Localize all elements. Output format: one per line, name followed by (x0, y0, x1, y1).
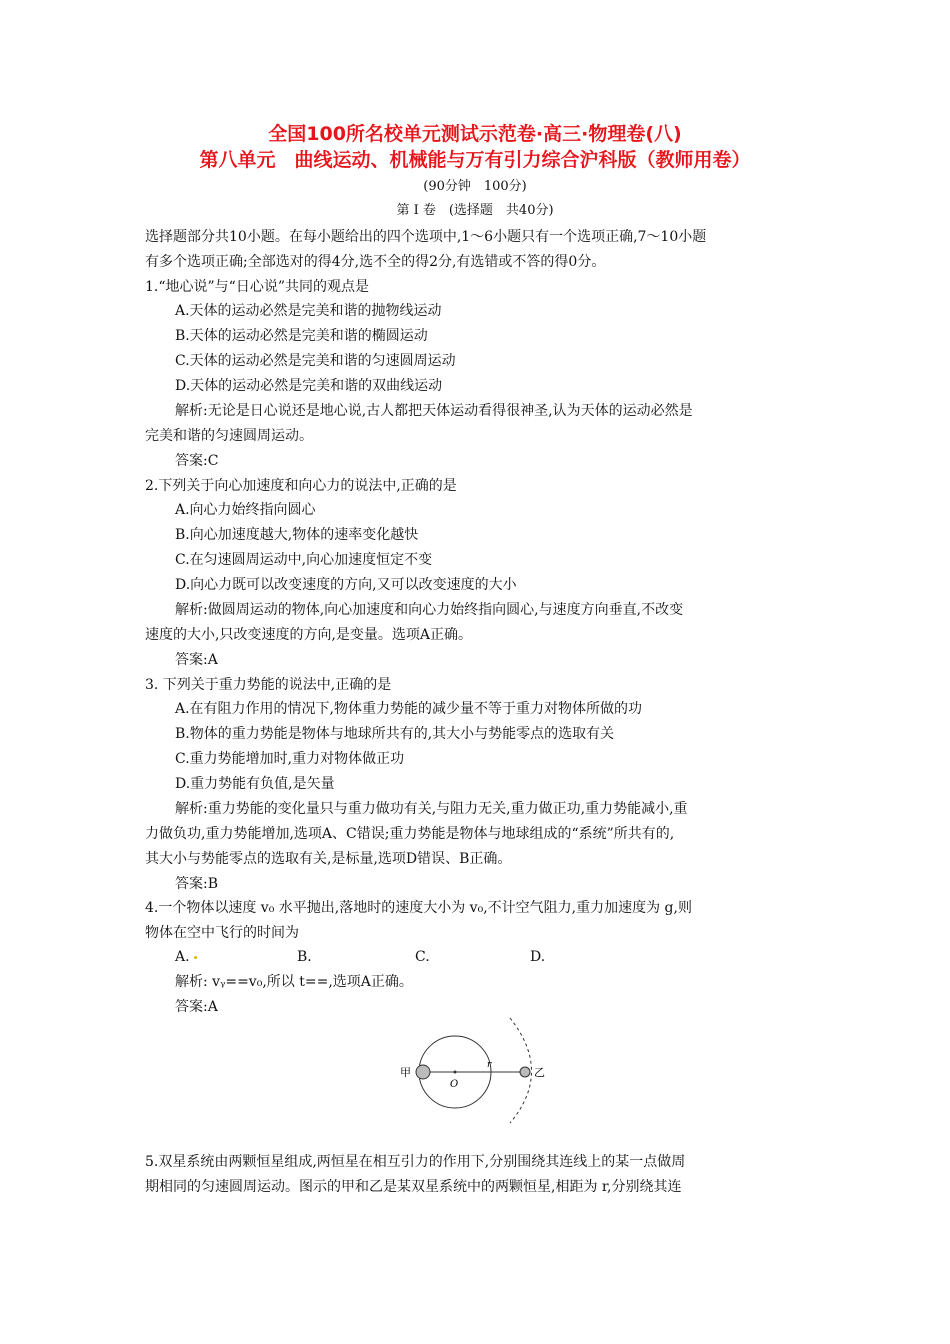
label-o: O (450, 1079, 459, 1090)
q3-option-d: D.重力势能有负值,是矢量 (175, 776, 335, 792)
q1-option-c: C.天体的运动必然是完美和谐的匀速圆周运动 (175, 353, 456, 369)
q2-analysis-1: 解析:做圆周运动的物体,向心加速度和向心力始终指向圆心,与速度方向垂直,不改变 (175, 602, 684, 618)
label-jia: 甲 (400, 1066, 411, 1079)
label-r: r (487, 1060, 492, 1070)
q3-analysis-2: 力做负功,重力势能增加,选项A、C错误;重力势能是物体与地球组成的“系统”所共有的, (145, 826, 675, 842)
q1-option-b: B.天体的运动必然是完美和谐的椭圆运动 (175, 328, 428, 344)
intro-line-1: 选择题部分共10小题。在每小题给出的四个选项中,1～6小题只有一个选项正确,7～10小题 (145, 229, 707, 245)
star-yi (520, 1067, 530, 1077)
q5-line-1: 5.双星系统由两颗恒星组成,两恒星在相互引力的作用下,分别围绕其连线上的某一点做周 (145, 1154, 686, 1170)
section-heading: 第 I 卷 (选择题 共40分) (396, 203, 554, 218)
q3-analysis-1: 解析:重力势能的变化量只与重力做功有关,与阻力无关,重力做正功,重力势能减小,重 (175, 801, 688, 817)
intro-line-2: 有多个选项正确;全部选对的得4分,选不全的得2分,有选错或不答的得0分。 (145, 254, 606, 270)
q2-option-b: B.向心加速度越大,物体的速率变化越快 (175, 527, 419, 543)
q2-option-c: C.在匀速圆周运动中,向心加速度恒定不变 (175, 552, 433, 568)
q4-option-b: B. (297, 949, 312, 965)
q1-answer: 答案:C (175, 453, 219, 469)
q4-answer: 答案:A (175, 999, 218, 1015)
q4-analysis: 解析: vᵧ==v₀,所以 t==,选项A正确。 (175, 974, 413, 990)
q1-option-a: A.天体的运动必然是完美和谐的抛物线运动 (175, 303, 442, 319)
q3-answer: 答案:B (175, 876, 219, 892)
q3-stem: 3. 下列关于重力势能的说法中,正确的是 (145, 677, 392, 693)
q4-option-d: D. (530, 949, 546, 965)
q3-option-c: C.重力势能增加时,重力对物体做正功 (175, 751, 405, 767)
q2-stem: 2.下列关于向心加速度和向心力的说法中,正确的是 (145, 478, 457, 494)
q1-option-d: D.天体的运动必然是完美和谐的双曲线运动 (175, 378, 443, 394)
q4-option-a: A. (175, 948, 197, 966)
q3-option-b: B.物体的重力势能是物体与地球所共有的,其大小与势能零点的选取有关 (175, 726, 615, 742)
q2-analysis-2: 速度的大小,只改变速度的方向,是变量。选项A正确。 (145, 627, 473, 643)
center-point (454, 1071, 457, 1074)
q5-line-2: 期相同的匀速圆周运动。图示的甲和乙是某双星系统中的两颗恒星,相距为 r,分别绕其连 (145, 1179, 682, 1195)
q4-option-c: C. (415, 949, 430, 965)
q3-option-a: A.在有阻力作用的情况下,物体重力势能的减少量不等于重力对物体所做的功 (175, 701, 643, 717)
marker-dot-icon (194, 956, 197, 959)
q2-answer: 答案:A (175, 652, 218, 668)
q2-option-a: A.向心力始终指向圆心 (175, 502, 316, 518)
q4-stem-1: 4.一个物体以速度 v₀ 水平抛出,落地时的速度大小为 v₀,不计空气阻力,重力加速度为 g,则 (145, 900, 692, 916)
q1-stem: 1.“地心说”与“日心说”共同的观点是 (145, 279, 369, 295)
q2-option-d: D.向心力既可以改变速度的方向,又可以改变速度的大小 (175, 577, 517, 593)
q3-analysis-3: 其大小与势能零点的选取有关,是标量,选项D错误、B正确。 (145, 851, 512, 867)
q4-stem-2: 物体在空中飞行的时间为 (145, 925, 299, 941)
label-yi: 乙 (534, 1066, 545, 1079)
unit-title: 第八单元 曲线运动、机械能与万有引力综合沪科版（教师用卷） (199, 149, 751, 171)
q1-analysis-1: 解析:无论是日心说还是地心说,古人都把天体运动看得很神圣,认为天体的运动必然是 (175, 403, 693, 419)
time-score: (90分钟 100分) (423, 179, 527, 194)
star-jia (416, 1065, 430, 1079)
exam-title: 全国100所名校单元测试示范卷·高三·物理卷(八) (268, 123, 682, 145)
q1-analysis-2: 完美和谐的匀速圆周运动。 (145, 428, 313, 444)
binary-star-figure (395, 1015, 555, 1125)
